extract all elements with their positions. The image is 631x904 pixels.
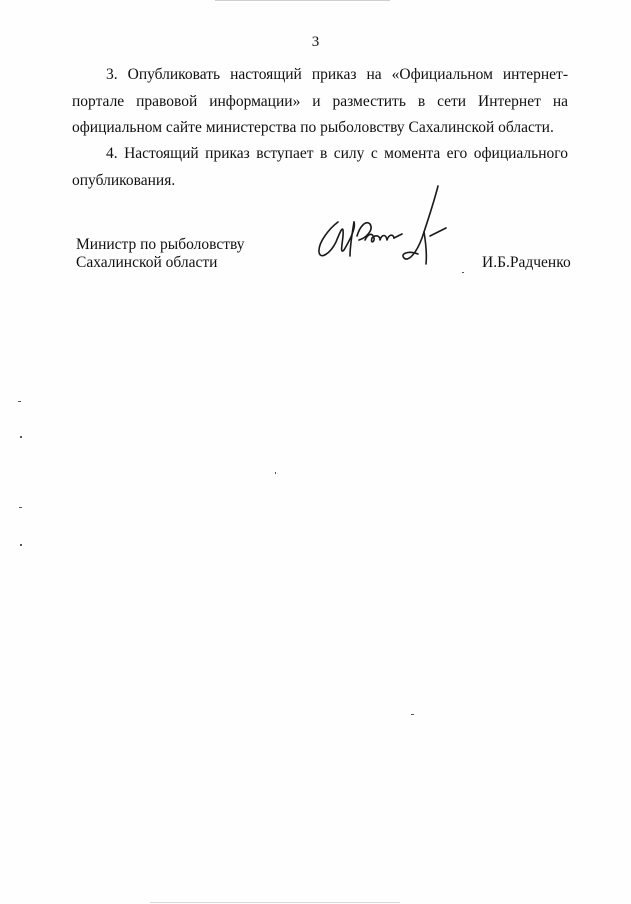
signatory-title-line-2: Сахалинской области [76,254,218,271]
scan-speck [20,544,22,546]
handwritten-signature-icon [310,176,460,271]
paragraph-effective-date: 4. Настоящий приказ вступает в силу с момента его официального опубликования. [72,145,568,189]
scan-speck [20,436,22,438]
scan-speck [462,272,464,273]
scan-edge-top [215,0,390,1]
scan-speck [411,714,414,715]
signatory-title [76,236,245,272]
scan-speck [18,401,21,402]
scan-edge-bottom [150,902,400,903]
scan-speck [19,507,22,508]
signatory-name: И.Б.Радченко [482,254,571,271]
page-number: 3 [311,34,320,50]
signatory-title-line-1: Министр по рыболовству [76,236,245,253]
paragraph-publication: 3. Опубликовать настоящий приказ на «Официальном интернет-портале правовой информации» и разместить в сети Интернет на официальном сайте министерства по рыболовству Сахалинской области. [72,66,568,136]
scan-speck [275,472,276,474]
